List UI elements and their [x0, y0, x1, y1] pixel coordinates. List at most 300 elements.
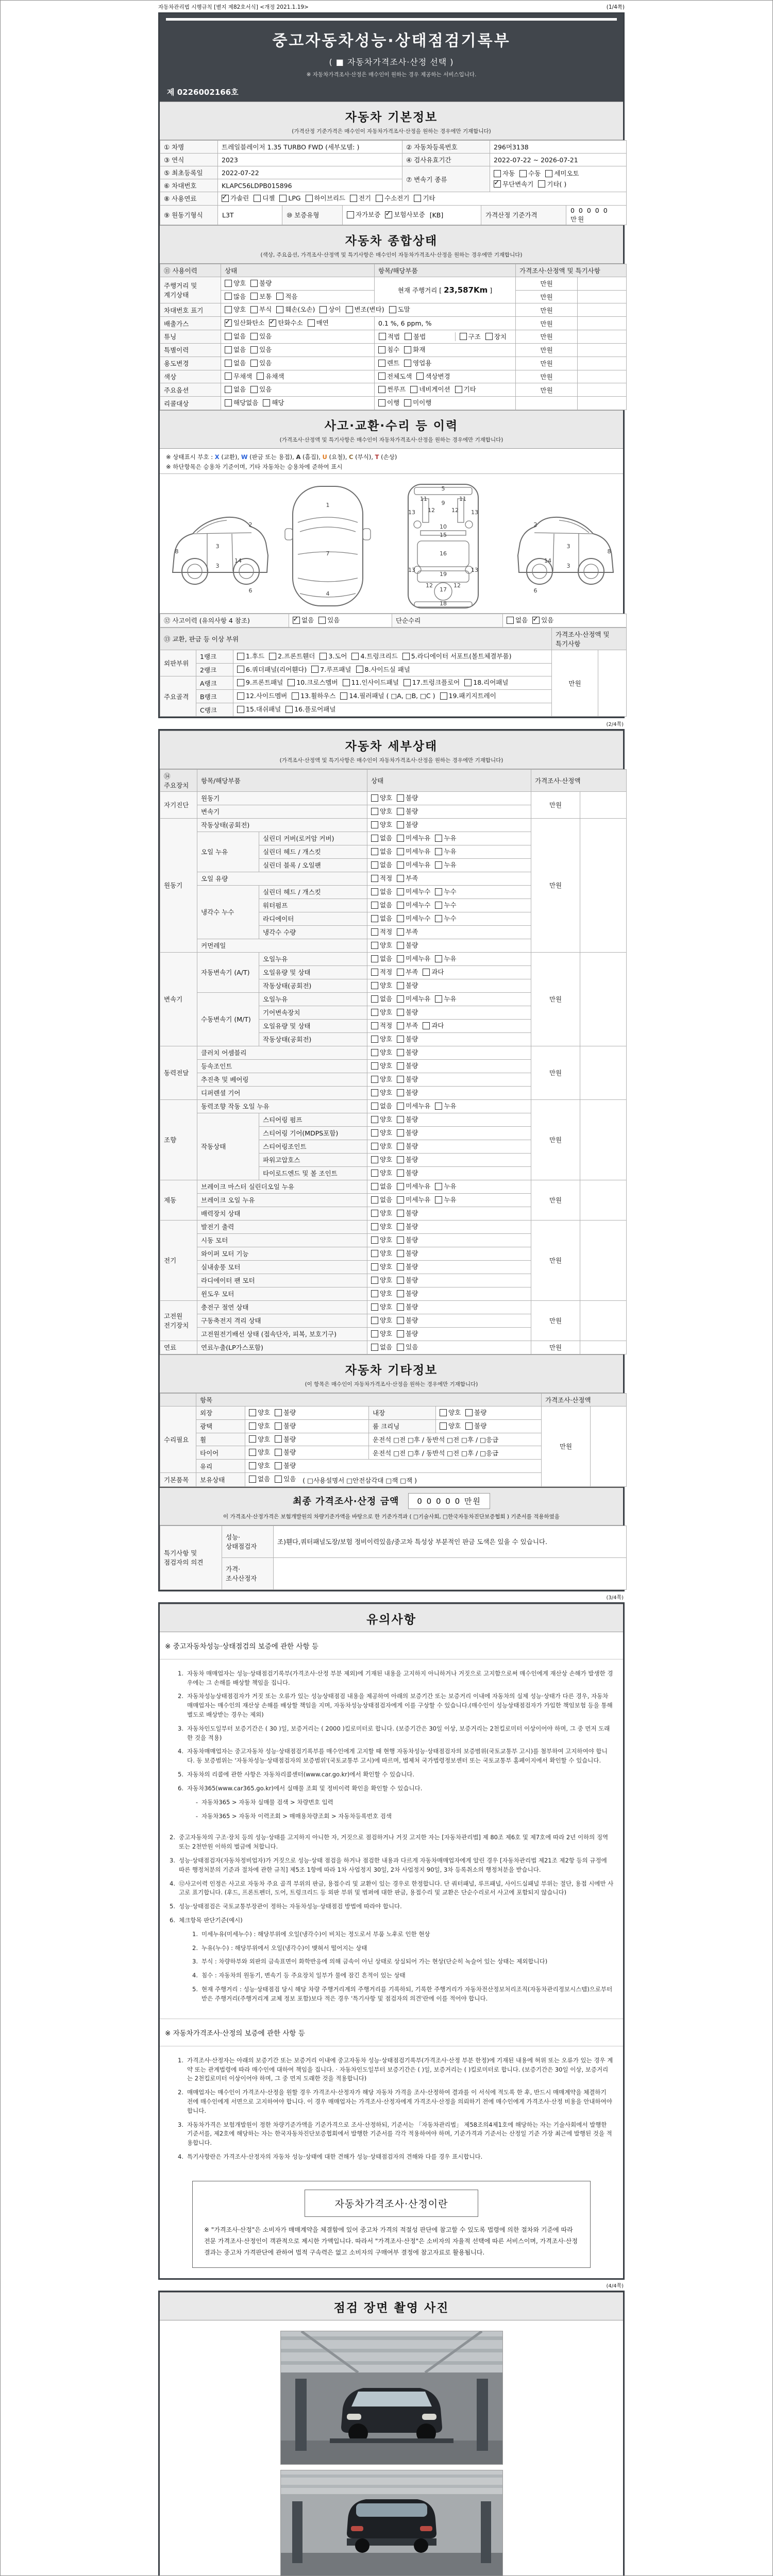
- polish-options: [245, 1419, 369, 1433]
- checkbox-box: [275, 1476, 282, 1483]
- item-커먼레일: 커먼레일: [197, 939, 367, 952]
- checkbox-양호[interactable]: [371, 1236, 392, 1244]
- checkbox-label: 전체도색: [387, 372, 412, 380]
- checkbox-19.패키지트레이[interactable]: [440, 692, 496, 700]
- special-history-detail: [375, 343, 516, 357]
- checkbox-불량[interactable]: [397, 1115, 418, 1124]
- checkbox-box: [350, 195, 357, 202]
- checkbox-불량[interactable]: [397, 1316, 418, 1325]
- final-price-label: 최종 가격조사·산정 금액: [293, 1496, 399, 1507]
- checkbox-적음[interactable]: [276, 293, 297, 301]
- checkbox-없음[interactable]: [371, 1343, 392, 1351]
- checkbox-불량[interactable]: [397, 1249, 418, 1258]
- checkbox-불량[interactable]: [397, 1303, 418, 1311]
- checkbox-미이행[interactable]: [404, 399, 431, 407]
- checkbox-2.프론트휀더[interactable]: [269, 652, 315, 660]
- checkbox-8.사이드실 패널[interactable]: [356, 666, 410, 674]
- checkbox-4.트렁크리드[interactable]: [351, 652, 397, 660]
- checkbox-label: 누유: [444, 1102, 457, 1110]
- checkbox-해당[interactable]: [263, 399, 284, 407]
- checkbox-box: [405, 333, 412, 340]
- checkbox-불량[interactable]: [397, 1035, 418, 1043]
- checkbox-양호[interactable]: [440, 1409, 461, 1417]
- checkbox-label: 없음: [233, 345, 246, 353]
- checkbox-있음[interactable]: [250, 332, 272, 341]
- value-valid-period: 2022-07-22 ~ 2026-07-21: [490, 154, 627, 166]
- checkbox-불량[interactable]: [275, 1462, 296, 1470]
- checkbox-box: [397, 835, 404, 842]
- checkbox-없음[interactable]: [225, 359, 246, 367]
- checkbox-전체도색[interactable]: [378, 372, 412, 381]
- checkbox-12.사이드멤버[interactable]: [237, 692, 287, 700]
- checkbox-매연[interactable]: [308, 319, 329, 327]
- checkbox-누유[interactable]: [435, 995, 456, 1003]
- checkbox-미세누유[interactable]: [397, 848, 430, 856]
- checkbox-과다[interactable]: [423, 968, 444, 976]
- checkbox-양호[interactable]: [371, 1062, 392, 1070]
- checkbox-15.대쉬패널[interactable]: [237, 705, 281, 714]
- checkbox-누유[interactable]: [435, 861, 456, 869]
- state-options: [367, 1193, 531, 1207]
- checkbox-box: [397, 1089, 404, 1096]
- checkbox-label: 17.트렁크플로어: [412, 679, 460, 687]
- checkbox-box: [371, 875, 378, 882]
- checkbox-양호[interactable]: [225, 306, 246, 314]
- checkbox-영업용[interactable]: [404, 359, 431, 367]
- checkbox-box: [250, 386, 258, 393]
- checkbox-box: [423, 1022, 430, 1029]
- checkbox-불량[interactable]: [397, 794, 418, 802]
- checkbox-불량[interactable]: [275, 1435, 296, 1444]
- checkbox-불법[interactable]: [405, 333, 426, 341]
- checkbox-불량[interactable]: [397, 981, 418, 990]
- checkbox-label: 변조(변타): [354, 306, 384, 314]
- checkbox-누유[interactable]: [435, 955, 456, 963]
- checkbox-없음[interactable]: [371, 834, 392, 842]
- checkbox-label: 불량: [474, 1421, 487, 1430]
- checkbox-많음[interactable]: [225, 293, 246, 301]
- checkbox-양호[interactable]: [371, 1035, 392, 1043]
- checkbox-수소전기[interactable]: [376, 194, 409, 202]
- checkbox-있음[interactable]: [275, 1475, 296, 1483]
- checkbox-부식[interactable]: [250, 306, 272, 314]
- checkbox-불량[interactable]: [275, 1409, 296, 1417]
- col-state: 상태: [221, 264, 375, 277]
- checkbox-양호[interactable]: [249, 1422, 270, 1430]
- checkbox-가솔린[interactable]: [222, 194, 249, 202]
- checkbox-불량[interactable]: [397, 1276, 418, 1284]
- checkbox-18.리어패널[interactable]: [464, 679, 508, 687]
- sheet-3: [158, 1602, 625, 2280]
- checkbox-label: 불량: [406, 1263, 418, 1270]
- checkbox-box: [276, 293, 283, 300]
- checkbox-label: 구조: [468, 332, 481, 341]
- device-전기: 전기: [160, 1220, 197, 1300]
- checkbox-label: 양호: [380, 1169, 393, 1177]
- price-cell: 만원: [531, 1180, 580, 1220]
- state-options: [367, 1220, 531, 1233]
- state-options: [367, 1153, 531, 1166]
- checkbox-유채색[interactable]: [257, 372, 284, 381]
- document-number: 제 0226002166호: [167, 88, 239, 97]
- checkbox-양호[interactable]: [371, 1142, 392, 1150]
- checkbox-양호[interactable]: [371, 1115, 392, 1124]
- checkbox-자가보증[interactable]: [347, 211, 380, 219]
- checkbox-label: 적정: [380, 1022, 393, 1029]
- main-option-detail: [375, 383, 516, 397]
- checkbox-누유[interactable]: [435, 1182, 456, 1191]
- checkbox-box: [435, 888, 442, 895]
- col-state: 상태: [367, 769, 531, 791]
- note-cell: [578, 330, 627, 344]
- checkbox-label: 15.대쉬패널: [246, 705, 281, 714]
- checkbox-불량[interactable]: [397, 807, 418, 816]
- checkbox-누수[interactable]: [435, 914, 456, 923]
- section-title: 자동차 세부상태: [345, 739, 438, 753]
- checkbox-부족[interactable]: [397, 1022, 418, 1030]
- checkbox-누유[interactable]: [435, 848, 456, 856]
- state-options: [367, 1032, 531, 1046]
- checkbox-무단변속기[interactable]: [494, 180, 533, 189]
- checkbox-box: [279, 195, 287, 202]
- checkbox-미세누유[interactable]: [397, 1182, 430, 1191]
- checkbox-양호[interactable]: [249, 1409, 270, 1417]
- checkbox-없음[interactable]: [371, 914, 392, 923]
- checkbox-불량[interactable]: [397, 1263, 418, 1271]
- checkbox-양호[interactable]: [249, 1435, 270, 1444]
- diagram-label-1: 1: [326, 502, 330, 509]
- checkbox-미세누수[interactable]: [397, 901, 430, 909]
- checkbox-누수[interactable]: [435, 888, 456, 896]
- checkbox-불량[interactable]: [465, 1409, 486, 1417]
- holding-note: ( □사용설명서 □안전삼각대 □잭 □잭 ): [303, 1476, 417, 1484]
- notice-text: 침수 : 자동차의 원동기, 변속기 등 주요장치 일부가 물에 잠긴 흔적이 있는 상태: [201, 1972, 406, 1979]
- notice-item: [167, 1856, 614, 1875]
- checkbox-썬루프[interactable]: [378, 385, 406, 394]
- checkbox-미세누유[interactable]: [397, 1102, 430, 1110]
- checkbox-5.라디에이터 서포트(볼트체결부품)[interactable]: [402, 652, 512, 660]
- checkbox-적법[interactable]: [379, 333, 400, 341]
- checkbox-없음[interactable]: [507, 616, 528, 624]
- checkbox-불량[interactable]: [397, 1209, 418, 1217]
- checkbox-네비게이션[interactable]: [410, 385, 450, 394]
- diagram-label-3: 3: [215, 563, 220, 570]
- price-cell: 만원: [516, 317, 578, 330]
- checkbox-불량[interactable]: [397, 1089, 418, 1097]
- checkbox-양호[interactable]: [371, 794, 392, 802]
- checkbox-없음[interactable]: [249, 1475, 270, 1483]
- checkbox-불량[interactable]: [397, 1075, 418, 1083]
- checkbox-box: [397, 1277, 404, 1284]
- checkbox-label: 누유: [444, 848, 457, 855]
- checkbox-불량[interactable]: [465, 1422, 486, 1430]
- checkbox-불량[interactable]: [397, 941, 418, 950]
- checkbox-label: 불량: [406, 1142, 418, 1150]
- checkbox-상이[interactable]: [320, 306, 341, 314]
- checkbox-있음[interactable]: [318, 616, 340, 624]
- checkbox-일산화탄소[interactable]: [225, 319, 264, 327]
- checkbox-box: [249, 1449, 256, 1456]
- checkbox-양호[interactable]: [371, 1048, 392, 1057]
- checkbox-보험사보증[interactable]: [385, 211, 425, 219]
- checkbox-17.트렁크플로어[interactable]: [404, 679, 460, 687]
- checkbox-box: [397, 969, 404, 976]
- checkbox-양호[interactable]: [371, 1316, 392, 1325]
- checkbox-훼손(오손)[interactable]: [276, 306, 315, 314]
- checkbox-적정[interactable]: [371, 928, 392, 936]
- notice-number: 5.: [170, 1903, 175, 1910]
- checkbox-불량[interactable]: [397, 1236, 418, 1244]
- value-car-name: 트레일블레이저 1.35 TURBO FWD (세부모델: ): [218, 141, 402, 154]
- checkbox-수동[interactable]: [519, 170, 541, 178]
- part-라디에이터: 라디에이터: [259, 912, 367, 925]
- checkbox-box: [225, 346, 232, 353]
- note-cell: [578, 277, 627, 290]
- notice-text: 자동차 매매업자는 성능·상태점검기록부(가격조사·산정 부분 제외)에 기재된 내용을 고지하지 아니하거나 거짓으로 고지함으로써 매수인에게 재산상 손해가 발생한 경우에는 그 손해를 배상할 책임을 집니다.: [187, 1669, 613, 1686]
- diagram-label-17: 17: [440, 586, 447, 594]
- checkbox-누유[interactable]: [435, 1102, 456, 1110]
- checkbox-양호[interactable]: [371, 1263, 392, 1271]
- checkbox-부족[interactable]: [397, 928, 418, 936]
- checkbox-box: [545, 170, 552, 177]
- checkbox-없음[interactable]: [371, 1102, 392, 1110]
- checkbox-label: 탄화수소: [278, 319, 303, 327]
- checkbox-16.플로어패널[interactable]: [285, 705, 335, 714]
- checkbox-양호[interactable]: [371, 1156, 392, 1164]
- checkbox-없음[interactable]: [371, 1196, 392, 1204]
- notice-number: -: [195, 1812, 198, 1820]
- checkbox-3.도어[interactable]: [320, 652, 347, 660]
- checkbox-없음[interactable]: [371, 901, 392, 909]
- price-cell: 만원: [516, 357, 578, 370]
- checkbox-무채색[interactable]: [225, 372, 252, 381]
- checkbox-보통[interactable]: [250, 293, 272, 301]
- checkbox-불량[interactable]: [397, 1062, 418, 1070]
- checkbox-장치[interactable]: [485, 333, 507, 341]
- checkbox-label: 미이행: [413, 399, 432, 407]
- checkbox-box: [455, 386, 462, 393]
- checkbox-양호[interactable]: [371, 807, 392, 816]
- checkbox-13.휠하우스[interactable]: [292, 692, 335, 700]
- checkbox-하이브리드[interactable]: [306, 194, 345, 202]
- checkbox-양호[interactable]: [371, 1169, 392, 1177]
- checkbox-양호[interactable]: [440, 1422, 461, 1430]
- checkbox-탄화수소[interactable]: [269, 319, 303, 327]
- checkbox-없음[interactable]: [371, 848, 392, 856]
- checkbox-없음[interactable]: [225, 332, 246, 341]
- checkbox-없음[interactable]: [293, 616, 314, 624]
- row-special-history: 특별이력: [160, 343, 221, 357]
- section-comprehensive-header: [160, 225, 623, 264]
- checkbox-미세누유[interactable]: [397, 955, 430, 963]
- checkbox-양호[interactable]: [371, 1209, 392, 1217]
- warranty-options: [343, 206, 481, 225]
- checkbox-불량[interactable]: [397, 1156, 418, 1164]
- part-기어변속장치: 기어변속장치: [259, 1006, 367, 1019]
- checkbox-기타[interactable]: [414, 194, 435, 202]
- status-code-legend: [160, 449, 623, 474]
- label-interior: 내장: [369, 1406, 436, 1419]
- checkbox-불량[interactable]: [397, 1330, 418, 1338]
- note-cell: [578, 290, 627, 303]
- checkbox-적정[interactable]: [371, 968, 392, 976]
- checkbox-9.프론트패널[interactable]: [237, 679, 283, 687]
- checkbox-box: [371, 1223, 378, 1230]
- checkbox-7.루프패널[interactable]: [311, 666, 351, 674]
- checkbox-미세누유[interactable]: [397, 834, 430, 842]
- checkbox-1.후드[interactable]: [237, 652, 264, 660]
- checkbox-자동[interactable]: [494, 170, 515, 178]
- checkbox-침수[interactable]: [378, 346, 399, 354]
- checkbox-불량[interactable]: [397, 1008, 418, 1016]
- checkbox-미세누유[interactable]: [397, 861, 430, 869]
- checkbox-없음[interactable]: [371, 995, 392, 1003]
- checkbox-label: 적정: [380, 928, 393, 936]
- checkbox-없음[interactable]: [371, 888, 392, 896]
- checkbox-해당없음[interactable]: [225, 399, 258, 407]
- checkbox-불량[interactable]: [275, 1422, 296, 1430]
- checkbox-불량[interactable]: [397, 1169, 418, 1177]
- checkbox-양호[interactable]: [371, 1303, 392, 1311]
- checkbox-label: 무채색: [233, 372, 253, 380]
- checkbox-적정[interactable]: [371, 874, 392, 883]
- checkbox-미세누수[interactable]: [397, 888, 430, 896]
- checkbox-양호[interactable]: [371, 981, 392, 990]
- checkbox-양호[interactable]: [371, 1089, 392, 1097]
- checkbox-미세누유[interactable]: [397, 995, 430, 1003]
- checkbox-양호[interactable]: [371, 821, 392, 829]
- checkbox-부족[interactable]: [397, 968, 418, 976]
- state-options: [367, 1099, 531, 1113]
- checkbox-양호[interactable]: [249, 1448, 270, 1456]
- checkbox-양호[interactable]: [371, 1129, 392, 1137]
- checkbox-있음[interactable]: [250, 346, 272, 354]
- checkbox-불량[interactable]: [397, 821, 418, 829]
- checkbox-양호[interactable]: [371, 1075, 392, 1083]
- checkbox-기타[interactable]: [455, 385, 476, 394]
- part-스티어링조인트: 스티어링조인트: [259, 1140, 367, 1153]
- checkbox-양호[interactable]: [371, 1223, 392, 1231]
- price-cell: 만원: [516, 330, 578, 344]
- checkbox-box: [225, 293, 232, 300]
- checkbox-렌트[interactable]: [378, 359, 399, 367]
- checkbox-불량[interactable]: [397, 1142, 418, 1150]
- checkbox-있음[interactable]: [250, 359, 272, 367]
- checkbox-양호[interactable]: [371, 1276, 392, 1284]
- checkbox-있음[interactable]: [250, 385, 272, 394]
- checkbox-불량[interactable]: [397, 1129, 418, 1137]
- part-작동상태(공회전): 작동상태(공회전): [259, 979, 367, 992]
- checkbox-없음[interactable]: [371, 1182, 392, 1191]
- checkbox-부족[interactable]: [397, 874, 418, 883]
- checkbox-세미오토[interactable]: [545, 170, 579, 178]
- col-item-part: 항목/해당부품: [375, 264, 516, 277]
- checkbox-label: 불량: [283, 1435, 296, 1443]
- checkbox-label: 양호: [258, 1408, 271, 1416]
- checkbox-box: [435, 1103, 442, 1110]
- checkbox-없음[interactable]: [371, 861, 392, 869]
- checkbox-누유[interactable]: [435, 1196, 456, 1204]
- checkbox-양호[interactable]: [225, 279, 246, 287]
- checkbox-양호[interactable]: [371, 1249, 392, 1258]
- checkbox-양호[interactable]: [371, 1290, 392, 1298]
- checkbox-label: 양호: [448, 1421, 461, 1430]
- checkbox-이행[interactable]: [378, 399, 399, 407]
- checkbox-14.필러패널 ( □A, □B, □C )[interactable]: [340, 692, 435, 700]
- checkbox-없음[interactable]: [225, 346, 246, 354]
- checkbox-LPG[interactable]: [279, 194, 300, 202]
- checkbox-불량[interactable]: [275, 1448, 296, 1456]
- checkbox-양호[interactable]: [371, 1008, 392, 1016]
- checkbox-없음[interactable]: [371, 955, 392, 963]
- notice-item: [175, 1669, 614, 1688]
- checkbox-있음[interactable]: [397, 1343, 418, 1351]
- checkbox-과다[interactable]: [423, 1022, 444, 1030]
- checkbox-box: [397, 861, 404, 869]
- checkbox-불량[interactable]: [397, 1048, 418, 1057]
- legend-segment: U: [322, 453, 327, 461]
- checkbox-색상변경[interactable]: [416, 372, 450, 381]
- checkbox-label: 양호: [258, 1421, 271, 1430]
- checkbox-변조(변타)[interactable]: [346, 306, 384, 314]
- checkbox-누수[interactable]: [435, 901, 456, 909]
- item-동력조향 작동 오일 누유: 동력조향 작동 오일 누유: [197, 1099, 367, 1113]
- checkbox-11.인사이드패널[interactable]: [343, 679, 399, 687]
- final-price-note: 이 가격조사·산정가격은 보험개발원의 차량기준가액을 바탕으로 한 기준가격과 ( □기술사회, □한국자동차진단보증협회 ) 기준서를 적용하였음: [223, 1513, 560, 1520]
- usage-change-detail: [375, 357, 516, 370]
- checkbox-양호[interactable]: [371, 1330, 392, 1338]
- checkbox-box: [371, 982, 378, 989]
- checkbox-양호[interactable]: [249, 1462, 270, 1470]
- checkbox-10.크로스멤버[interactable]: [288, 679, 338, 687]
- checkbox-도말[interactable]: [389, 306, 410, 314]
- checkbox-있음[interactable]: [532, 616, 553, 624]
- checkbox-label: 10.크로스멤버: [296, 679, 338, 687]
- checkbox-box: [435, 861, 442, 869]
- checkbox-label: 많음: [233, 292, 246, 300]
- checkbox-box: [225, 319, 232, 327]
- col-price: 가격조사·산정액: [542, 1393, 627, 1406]
- checkbox-누유[interactable]: [435, 834, 456, 842]
- notice-number: 3.: [192, 1958, 198, 1965]
- checkbox-불량[interactable]: [397, 1290, 418, 1298]
- checkbox-불량[interactable]: [397, 1223, 418, 1231]
- checkbox-디젤[interactable]: [254, 194, 275, 202]
- checkbox-적정[interactable]: [371, 1022, 392, 1030]
- checkbox-화재[interactable]: [404, 346, 425, 354]
- state-options: [367, 1247, 531, 1260]
- checkbox-미세누수[interactable]: [397, 914, 430, 923]
- checkbox-전기[interactable]: [350, 194, 371, 202]
- checkbox-구조[interactable]: [460, 333, 481, 341]
- checkbox-box: [397, 1317, 404, 1324]
- checkbox-box: [225, 360, 232, 367]
- checkbox-양호[interactable]: [371, 941, 392, 950]
- checkbox-label: 불량: [406, 1156, 418, 1163]
- checkbox-없음[interactable]: [225, 385, 246, 394]
- notice-subitem: [190, 1971, 614, 1980]
- checkbox-box: [275, 1422, 282, 1430]
- checkbox-불량[interactable]: [250, 279, 272, 287]
- notice-number: 2.: [192, 1944, 198, 1952]
- checkbox-6.쿼더패널(리어휀다)[interactable]: [237, 666, 307, 674]
- checkbox-미세누유[interactable]: [397, 1196, 430, 1204]
- main-option-state: [221, 383, 375, 397]
- checkbox-label: 장치: [494, 332, 507, 341]
- state-options: [367, 1327, 531, 1341]
- rank-price-header: 가격조사·산정액 및 특기사항: [552, 628, 627, 650]
- checkbox-기타( )[interactable]: [538, 180, 566, 189]
